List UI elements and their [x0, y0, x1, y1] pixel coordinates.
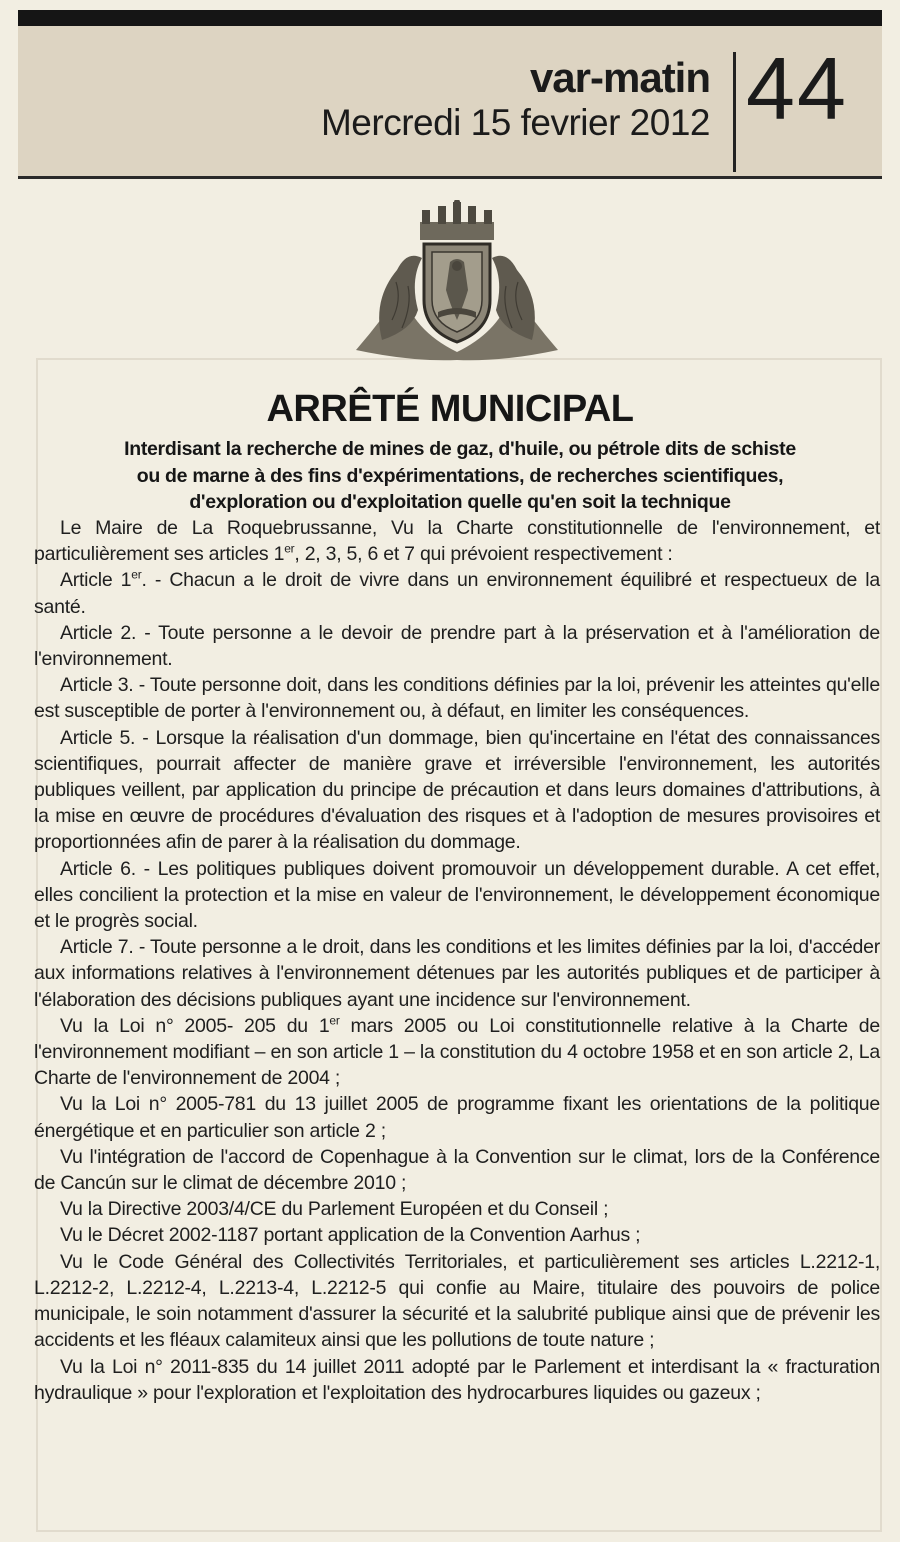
paragraph-article-2: Article 2. - Toute personne a le devoir de prendre part à la préservation et à l'amélioration de l'environnement. [34, 621, 880, 671]
paragraph-article-1: Article 1er. - Chacun a le droit de vivre dans un environnement équilibré et respectueux de la santé. [34, 567, 880, 618]
paragraph-article-7: Article 7. - Toute personne a le droit, dans les conditions et les limites définies par la loi, d'accéder aux informations relatives à l'environnement détenues par les autorités publiques et de participer à l'élaboration des décisions publiques ayant une incidence sur l'environnement. [34, 936, 880, 1011]
subtitle-line-2: ou de marne à des fins d'expérimentations, de recherches scientifiques, [136, 464, 784, 487]
subtitle-line-3: d'exploration ou d'exploitation quelle qu'en soit la technique [189, 491, 731, 513]
newspaper-name: var-matin [529, 54, 710, 101]
publication-date: Mercredi 15 fevrier 2012 [320, 102, 710, 143]
subtitle-line-1: Interdisant la recherche de mines de gaz, d'huile, ou pétrole dits de schiste [124, 438, 796, 460]
coat-of-arms-icon [352, 200, 562, 365]
paragraph-loi-2005-205: Vu la Loi n° 2005- 205 du 1er mars 2005 ou Loi constitutionnelle relative à la Charte de l'environnement modifiant – en son article 1 – la constitution du 4 octobre 1958 et en son article 2, La Charte de l'environnement de 2004 ; [34, 1013, 880, 1090]
paragraph-article-5: Article 5. - Lorsque la réalisation d'un dommage, bien qu'incertaine en l'état des connaissances scientifiques, pourrait affecter de manière grave et irréversible l'environnement, les autorités publiques veillent, par application du principe de précaution et dans leurs domaines d'attributions, à la mise en œuvre de procédures d'évaluation des risques et à l'adoption de mesures provisoires et proportionnées afin de parer à la réalisation du dommage. [34, 726, 880, 854]
paragraph-loi-2011-835: Vu la Loi n° 2011-835 du 14 juillet 2011 adopté par le Parlement et interdisant la « fracturation hydraulique » pour l'exploration et l'exploitation des hydrocarbures liquides ou gazeux ; [34, 1355, 880, 1404]
paragraph-directive: Vu la Directive 2003/4/CE du Parlement Européen et du Conseil ; [60, 1198, 609, 1221]
paragraph-article-6: Article 6. - Les politiques publiques doivent promouvoir un développement durable. A cet effet, elles concilient la protection et la mise en valeur de l'environnement, le développement économique et le progrès social. [34, 857, 880, 933]
paragraph-article-3: Article 3. - Toute personne doit, dans les conditions définies par la loi, prévenir les atteintes qu'elle est susceptible de porter à l'environnement ou, à défaut, en limiter les conséquences. [34, 674, 880, 723]
paragraph-cgct: Vu le Code Général des Collectivités Territoriales, et particulièrement ses articles L.2212-1, L.2212-2, L.2212-4, L.2213-4, L.2212-5 qui confie au Maire, titulaire des pouvoirs de police municipale, le soin notamment d'assurer la sécurité et la salubrité publique ainsi que de prévenir les accidents et les fléaux calamiteux ainsi que les pollutions de toute nature ; [34, 1250, 880, 1352]
article-subtitle [40, 436, 880, 516]
paragraph-intro: Le Maire de La Roquebrussanne, Vu la Charte constitutionnelle de l'environnement, et particulièrement ses articles 1er, 2, 3, 5, 6 et 7 qui prévoient respectivement : [34, 517, 880, 566]
paragraph-decret: Vu le Décret 2002-1187 portant application de la Convention Aarhus ; [60, 1224, 641, 1247]
paragraph-copenhague: Vu l'intégration de l'accord de Copenhague à la Convention sur le climat, lors de la Conférence de Cancún sur le climat de décembre 2010 ; [34, 1145, 880, 1195]
article-title: ARRÊTÉ MUNICIPAL [266, 388, 634, 430]
paragraph-loi-2005-781: Vu la Loi n° 2005-781 du 13 juillet 2005 de programme fixant les orientations de la politique énergétique et en particulier son article 2 ; [34, 1093, 880, 1142]
page-number: 44 [746, 39, 848, 138]
article-body [34, 515, 880, 1406]
top-rule [18, 10, 882, 26]
header-divider [733, 52, 736, 172]
